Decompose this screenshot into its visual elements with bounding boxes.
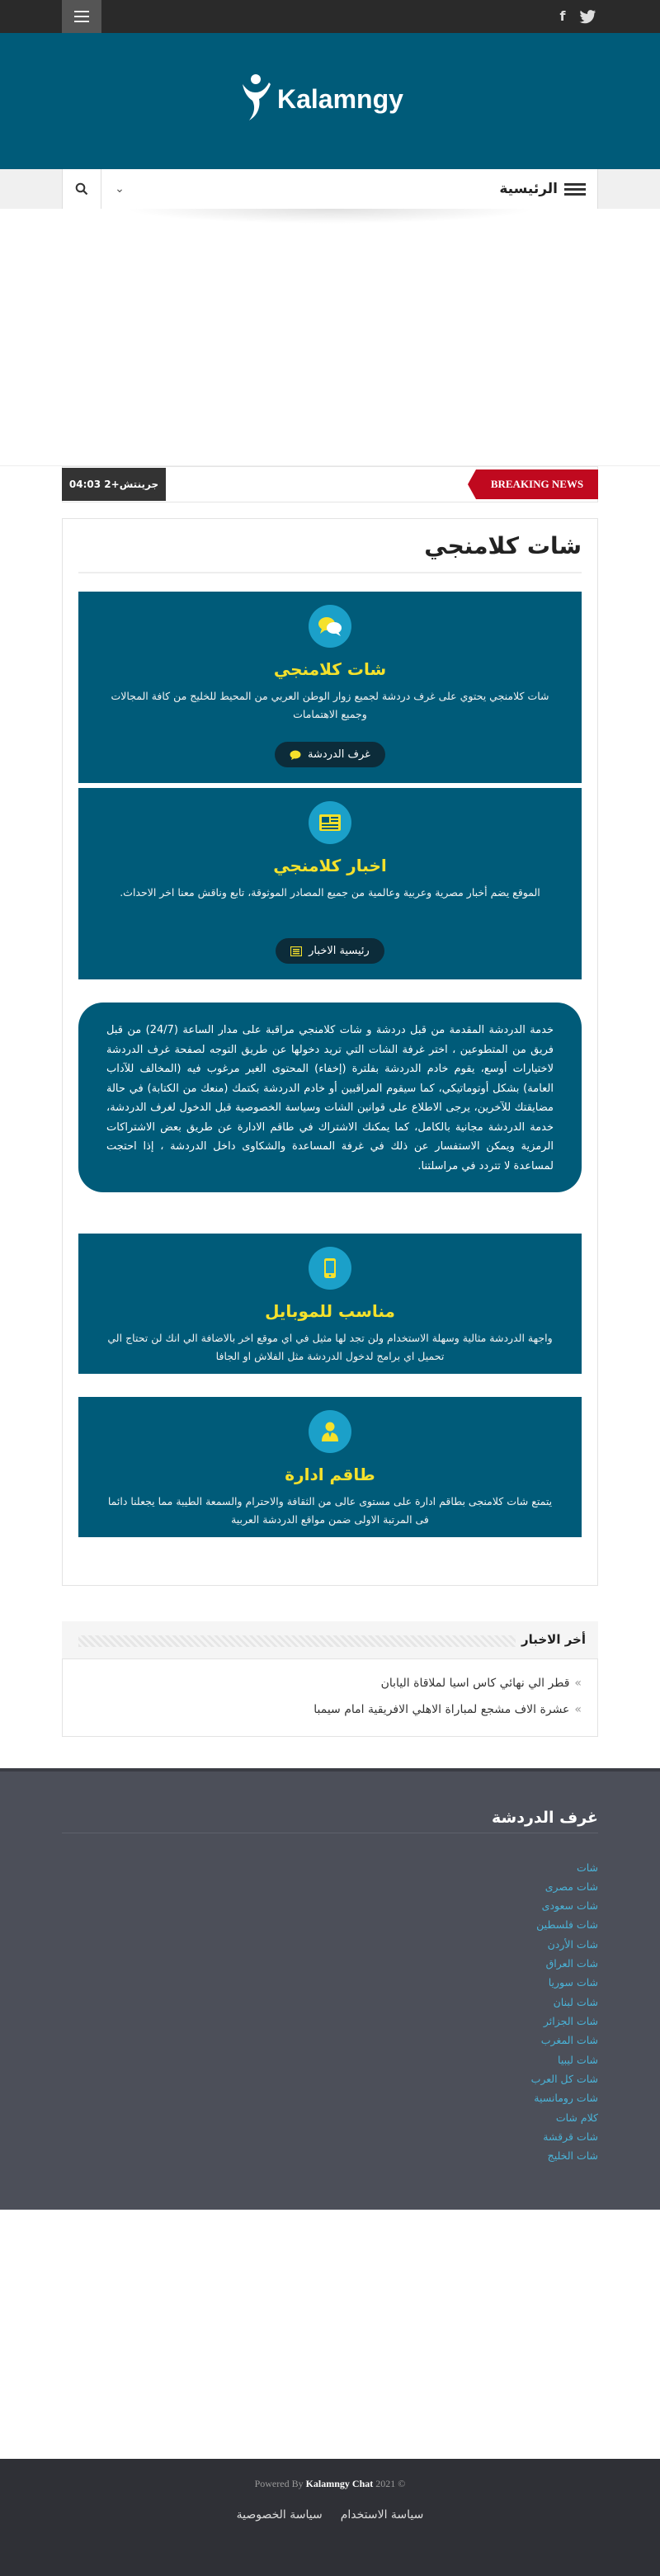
logo-text: Kalamngy	[277, 83, 403, 114]
search-icon	[75, 182, 88, 196]
room-link[interactable]: شات الجزائر	[543, 2015, 598, 2027]
nav-home-label: الرئيسية	[499, 181, 558, 197]
news-item-text: عشرة الاف مشجع لمباراة الاهلي الافريقية امام سيمبا	[314, 1703, 570, 1716]
powered-by	[165, 2478, 495, 2494]
chevron-down-icon[interactable]: ⌄	[115, 182, 125, 196]
comment-icon	[290, 750, 301, 760]
feature-title: طاقم ادارة	[285, 1465, 375, 1484]
feature-card-mobile	[78, 1234, 582, 1374]
privacy-policy-link[interactable]: سياسة الخصوصية	[236, 2508, 323, 2522]
room-link[interactable]: شات سعودى	[541, 1899, 598, 1912]
room-link[interactable]: شات ليبيا	[558, 2054, 598, 2066]
room-link[interactable]: شات قرقشة	[543, 2130, 598, 2143]
hamburger-icon	[74, 9, 89, 24]
powered-suffix: 2021 ©	[375, 2478, 406, 2489]
room-link[interactable]: شات العراق	[545, 1957, 598, 1970]
room-link[interactable]: شات الخليج	[547, 2149, 598, 2162]
room-link[interactable]: شات رومانسية	[534, 2092, 598, 2104]
site-logo[interactable]	[239, 66, 421, 132]
feature-card-admin	[78, 1397, 582, 1537]
feature-text: شات كلامنجي يحتوي على غرف دردشة لجميع زوار الوطن العربي من المحيط للخليج من كافة المجالات وجميع الاهتمامات	[111, 690, 549, 720]
news-item[interactable]	[78, 1701, 582, 1719]
chat-rooms-button[interactable]	[275, 742, 385, 767]
breaking-news-label: BREAKING NEWS	[476, 469, 598, 499]
mobile-icon	[309, 1247, 351, 1290]
powered-prefix: Powered By	[254, 2478, 304, 2489]
chat-rooms-title: غرف الدردشة	[62, 1809, 598, 1833]
terms-of-use-link[interactable]: سياسة الاستخدام	[340, 2508, 424, 2522]
room-link[interactable]: شات لبنان	[553, 1996, 598, 2008]
feature-text: واجهة الدردشة مثالية وسهلة الاستخدام ولن تجد لها مثيل في اي موقع اخر بالاضافة الي انك لن تحتاج الي تحميل اي برامج لدخول الدردشة مثل الفلاش او الجافا	[107, 1332, 553, 1362]
nav-item-home[interactable]	[462, 169, 586, 209]
header-stripe	[78, 1635, 516, 1647]
list-icon	[290, 946, 302, 956]
menu-lines-icon	[564, 181, 586, 198]
feature-text: يتمتع شات كلامنجى بطاقم ادارة على مستوى عالى من الثقافة والاحترام والسمعة الطيبة مما يجعلنا دائما فى المرتبة الاولى ضمن مواقع الدردشة العربية	[107, 1495, 553, 1526]
room-link[interactable]: شات مصرى	[544, 1880, 598, 1893]
room-link[interactable]: شات	[576, 1861, 598, 1874]
ad-space	[0, 224, 660, 466]
admin-user-icon	[309, 1410, 351, 1453]
chevron-left-icon: »	[574, 1677, 582, 1690]
room-link[interactable]: شات الأردن	[547, 1938, 598, 1951]
room-link[interactable]: شات المغرب	[540, 2034, 598, 2046]
feature-card-news	[78, 788, 582, 979]
facebook-icon[interactable]: f	[559, 8, 566, 24]
twitter-icon[interactable]	[578, 7, 597, 26]
room-link[interactable]: شات فلسطين	[536, 1918, 598, 1931]
news-home-button[interactable]	[276, 938, 384, 964]
breaking-arrow	[468, 469, 476, 499]
room-link[interactable]: كلام شات	[555, 2111, 598, 2124]
latest-news-title: أخر الاخبار	[521, 1632, 586, 1647]
news-item[interactable]	[78, 1674, 582, 1692]
nav-shadow	[124, 209, 536, 224]
room-link[interactable]: شات كل العرب	[530, 2073, 598, 2085]
logo-figure-icon	[239, 73, 272, 125]
room-link[interactable]: شات سوريا	[548, 1976, 598, 1989]
info-bubble: خدمة الدردشة المقدمة من قبل دردشة و شات كلامنجي مراقبة على مدار الساعة (24/7) من قبل فريق من المتطوعين ، اختر غرفة الشات التي تريد دخولها عن طريق التوجه لصفحة غرف الدردشة لاختيارات أوسع، يقوم خادم الدردشة بفلترة (إخفاء) المحتوى الغير مرغوب فيه (المخالف للآداب العامة) بشكل أوتوماتيكي، كما سيقوم المراقبين أو خادم الدردشة بكتمك (منعك من الكتابة) في حالة مضايقتك للآخرين، يرجى الاطلاع على قوانين الشات وسياسة الخصوصية قبل الدخول لغرف الدردشة، خدمة الدردشة مجانية بالكامل، كما يمكنك الاشتراك في طاقم الادارة عن طريق بعض الاشتراكات الرمزية ويمكن الاستفسار عن ذلك في غرفة المساعدة والشكاوى داخل الدردشة ، إذا احتجت لمساعدة لا تتردد في مراسلتنا.	[78, 1003, 582, 1192]
powered-brand[interactable]: Kalamngy Chat	[305, 2478, 374, 2489]
feature-card-chat	[78, 592, 582, 783]
footer-links	[165, 2508, 495, 2526]
search-button[interactable]	[62, 169, 101, 209]
feature-title: اخبار كلامنجي	[273, 856, 387, 875]
chat-rooms-button-label: غرف الدردشة	[308, 748, 370, 761]
clock-display: جرينتش+2 04:03	[62, 468, 166, 501]
chevron-left-icon: »	[574, 1703, 582, 1716]
feature-title: شات كلامنجي	[273, 659, 387, 679]
feature-title: مناسب للموبايل	[265, 1301, 395, 1321]
chat-bubbles-icon	[309, 605, 351, 648]
newspaper-icon	[309, 801, 351, 844]
page-title: شات كلامنجي	[78, 532, 582, 573]
news-home-button-label: رئيسية الاخبار	[309, 945, 370, 957]
menu-toggle-button[interactable]	[62, 0, 101, 33]
news-item-text: قطر الي نهائي كاس اسيا لملاقاة اليابان	[380, 1677, 570, 1690]
feature-text: الموقع يضم أخبار مصرية وعربية وعالمية من جميع المصادر الموثوقة، تابع وناقش معنا اخر الاحداث.	[120, 886, 540, 899]
